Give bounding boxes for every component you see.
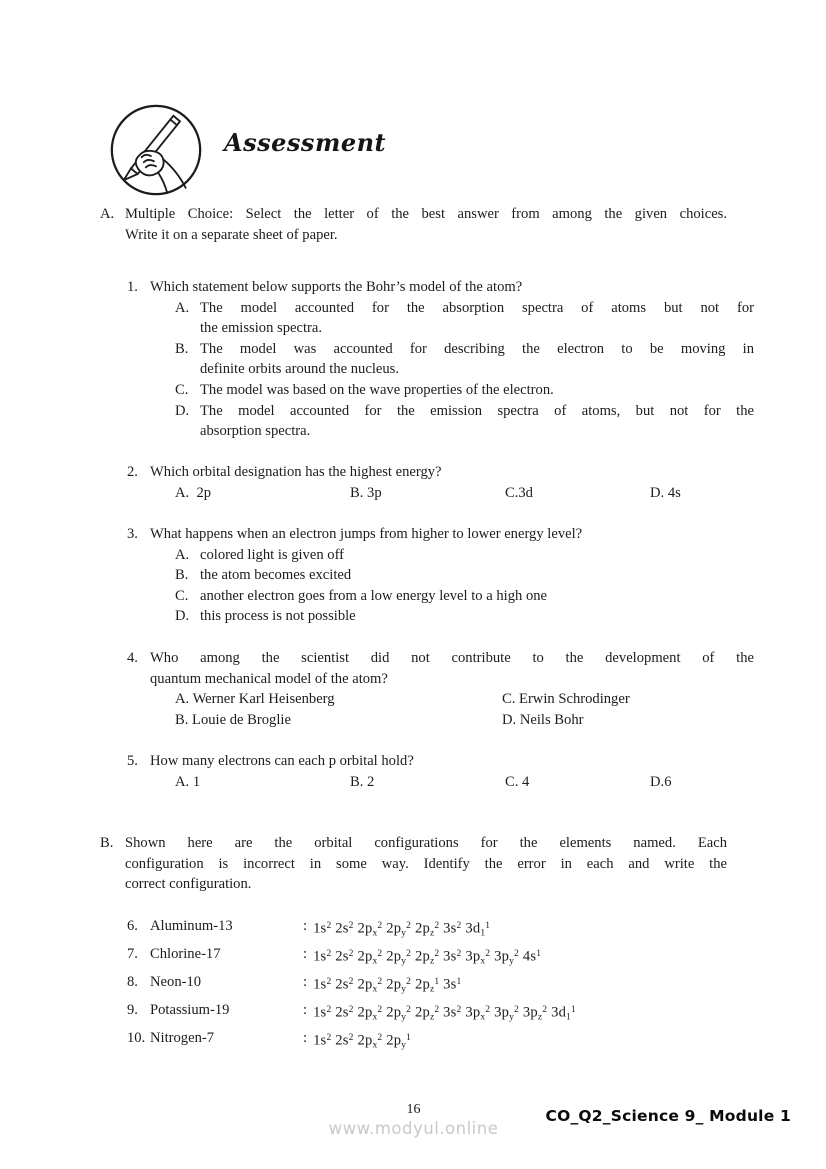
question-2-options	[175, 483, 754, 504]
config-item-10: 10. Nitrogen-7 : $1s^2$ $2s^2$ $2p_x^2$ $2p_y^1$	[127, 1028, 727, 1056]
question-3-option-b: B. the atom becomes excited	[175, 567, 352, 584]
question-4-option-c: C. Erwin Schrodinger	[502, 691, 630, 708]
question-1-text: Which statement below supports the Bohr’s model of the atom?	[150, 279, 523, 295]
hand-writing-icon	[110, 103, 202, 197]
config-item-6: 6. Aluminum-13 : $1s^2$ $2s^2$ $2p_x^2$ $2p_y^2$ $2p_z^2$ $3s^2$ $3d_1^1$	[127, 916, 727, 944]
question-5-option-b: B. 2	[350, 773, 375, 790]
question-1-option-a: A. The model accounted for the absorption spectra of atoms but not for the emission spectra.	[175, 299, 754, 337]
question-3-text: What happens when an electron jumps from higher to lower energy level?	[150, 526, 583, 542]
question-2-number: 2.	[127, 464, 138, 480]
question-2-option-c: C.3d	[505, 484, 533, 501]
question-1-option-c: C. The model was based on the wave properties of the electron.	[175, 381, 554, 398]
page-title: Assessment	[224, 128, 387, 157]
config-item-8: 8. Neon-10 : $1s^2$ $2s^2$ $2p_x^2$ $2p_y^2$ $2p_z^1$ $3s^1$	[127, 972, 727, 1000]
question-4: 4. Who among the scientist did not contribute to the development of the quantum mechanical model of the atom? A. Werner Karl Heisenberg C. Erwin Schrodinger B. Louie de Broglie D. Neils Bohr	[127, 648, 754, 730]
question-3-option-d: D. this process is not possible	[175, 608, 356, 625]
watermark-text: www.modyul.online	[328, 1119, 499, 1138]
module-label: CO_Q2_Science 9_ Module 1	[545, 1107, 791, 1125]
question-4-option-a: A. Werner Karl Heisenberg	[175, 691, 335, 708]
question-2	[127, 462, 754, 503]
question-5-text: How many electrons can each p orbital hold?	[150, 753, 414, 769]
question-3	[127, 524, 754, 627]
electron-configuration: $1s^2$ $2s^2$ $2p_x^2$ $2p_y^2$ $2p_z^1$ $3s^1$	[313, 976, 462, 995]
electron-configuration: $1s^2$ $2s^2$ $2p_x^2$ $2p_y^2$ $2p_z^2$ $3s^2$ $3d_1^1$	[313, 920, 491, 939]
question-4-options-row-2	[175, 710, 754, 731]
element-name: Chlorine-17	[150, 946, 221, 963]
section-b	[100, 833, 727, 895]
element-name: Aluminum-13	[150, 918, 233, 934]
electron-configuration: $1s^2$ $2s^2$ $2p_x^2$ $2p_y^2$ $2p_z^2$ $3s^2$ $3p_x^2$ $3p_y^2$ $3p_z^2$ $3d_1^1$	[313, 1004, 576, 1023]
section-a-instructions: Multiple Choice: Select the letter of the best answer from among the given choices. Write it on a separate sheet of paper.	[125, 206, 727, 243]
section-a-label: A.	[100, 206, 115, 222]
question-4-options-row-1	[175, 689, 754, 710]
question-4-option-b: B. Louie de Broglie	[175, 711, 291, 728]
question-5-number: 5.	[127, 753, 138, 769]
section-a	[100, 204, 727, 245]
question-5-option-c: C. 4	[505, 773, 530, 790]
question-2-text: Which orbital designation has the highest energy?	[150, 464, 442, 480]
question-5-option-d: D.6	[650, 773, 672, 790]
question-5	[127, 751, 754, 792]
question-4-option-d: D. Neils Bohr	[502, 711, 584, 728]
config-item-7: 7. Chlorine-17 : $1s^2$ $2s^2$ $2p_x^2$ $2p_y^2$ $2p_z^2$ $3s^2$ $3p_x^2$ $3p_y^2$ $4s^1$	[127, 944, 727, 972]
element-name: Nitrogen-7	[150, 1030, 215, 1047]
question-1-number: 1.	[127, 279, 138, 295]
question-4-number: 4.	[127, 650, 138, 666]
question-3-option-a: A. colored light is given off	[175, 546, 345, 563]
question-3-number: 3.	[127, 526, 138, 542]
question-2-option-b: B. 3p	[350, 484, 382, 501]
configuration-list	[100, 916, 727, 1056]
question-3-option-c: C. another electron goes from a low energy level to a high one	[175, 587, 548, 604]
question-2-option-a: A. 2p	[175, 484, 212, 501]
config-item-9: 9. Potassium-19 : $1s^2$ $2s^2$ $2p_x^2$ $2p_y^2$ $2p_z^2$ $3s^2$ $3p_x^2$ $3p_y^2$ $3p_z^2$ $3d_1^1$	[127, 1000, 727, 1028]
question-5-option-a: A. 1	[175, 773, 201, 790]
question-2-option-d: D. 4s	[650, 484, 681, 501]
question-1	[127, 277, 754, 442]
element-name: Neon-10	[150, 974, 202, 991]
question-1-option-d: D. The model accounted for the emission spectra of atoms, but not for the absorption spectra.	[175, 402, 754, 440]
page-number: 16	[406, 1102, 421, 1117]
electron-configuration: $1s^2$ $2s^2$ $2p_x^2$ $2p_y^2$ $2p_z^2$ $3s^2$ $3p_x^2$ $3p_y^2$ $4s^1$	[313, 948, 542, 967]
element-name: Potassium-19	[150, 1002, 230, 1019]
section-b-label: B.	[100, 835, 114, 851]
electron-configuration: $1s^2$ $2s^2$ $2p_x^2$ $2p_y^1$	[313, 1032, 412, 1051]
section-b-instructions: Shown here are the orbital configurations for the elements named. Each configuration is incorrect in some way. Identify the error in each and write the correct configuration.	[125, 835, 727, 893]
question-5-options	[175, 772, 754, 793]
question-1-option-b: B. The model was accounted for describing the electron to be moving in definite orbits around the nucleus.	[175, 340, 754, 378]
